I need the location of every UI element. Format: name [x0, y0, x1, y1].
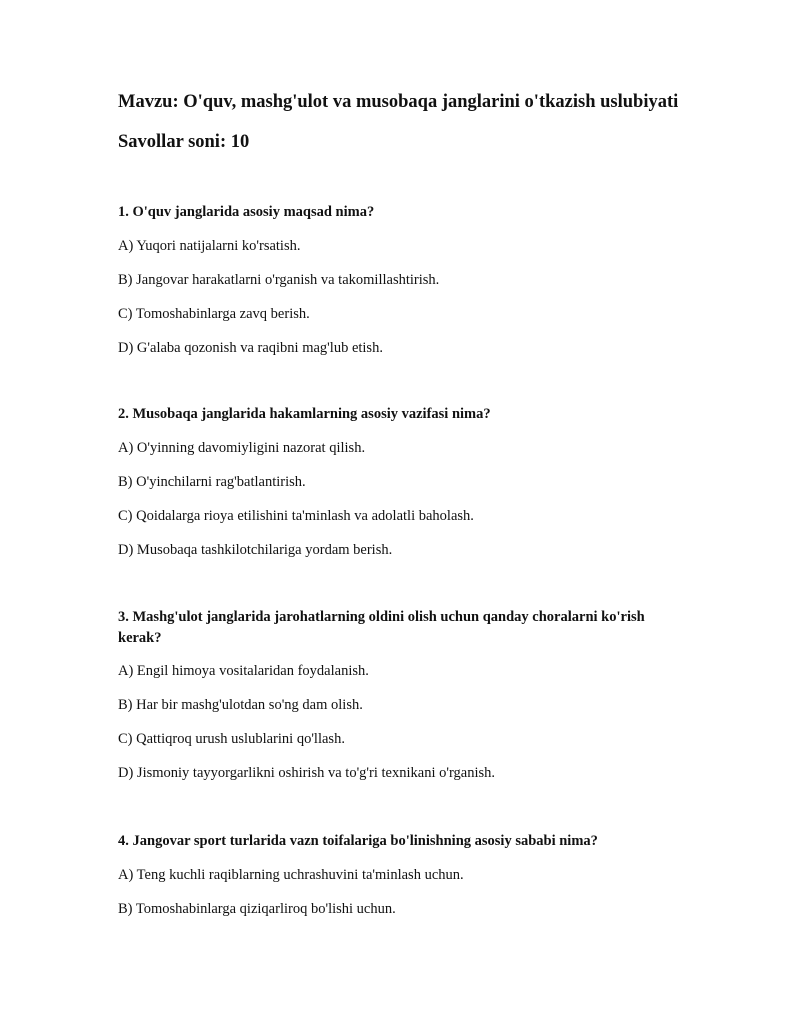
option-a: A) Teng kuchli raqiblarning uchrashuvini ta'minlash uchun.: [118, 867, 464, 883]
question-text: 4. Jangovar sport turlarida vazn toifalariga bo'linishning asosiy sababi nima?: [118, 833, 598, 849]
option-b: B) Tomoshabinlarga qiziqarliroq bo'lishi uchun.: [118, 901, 396, 917]
option-a: A) Engil himoya vositalaridan foydalanish.: [118, 663, 369, 679]
question-text: 3. Mashg'ulot janglarida jarohatlarning oldini olish uchun qanday choralarni ko'rish kerak?: [118, 609, 645, 646]
option-b: B) Jangovar harakatlarni o'rganish va takomillashtirish.: [118, 272, 440, 288]
question-1: [118, 202, 678, 356]
question-2: [118, 404, 678, 558]
document-topic: Mavzu: O'quv, mashg'ulot va musobaqa janglarini o'tkazish uslubiyati: [118, 92, 679, 112]
question-3: [118, 607, 678, 781]
option-b: B) O'yinchilarni rag'batlantirish.: [118, 474, 306, 490]
question-text: 2. Musobaqa janglarida hakamlarning asosiy vazifasi nima?: [118, 406, 491, 422]
option-d: D) G'alaba qozonish va raqibni mag'lub etish.: [118, 340, 383, 356]
option-c: C) Qoidalarga rioya etilishini ta'minlash va adolatli baholash.: [118, 508, 474, 524]
option-a: A) O'yinning davomiyligini nazorat qilish.: [118, 440, 366, 456]
question-text: 1. O'quv janglarida asosiy maqsad nima?: [118, 204, 375, 220]
option-b: B) Har bir mashg'ulotdan so'ng dam olish.: [118, 697, 363, 713]
option-d: D) Jismoniy tayyorgarlikni oshirish va to'g'ri texnikani o'rganish.: [118, 765, 496, 781]
option-d: D) Musobaqa tashkilotchilariga yordam berish.: [118, 542, 393, 558]
option-c: C) Qattiqroq urush uslublarini qo'llash.: [118, 731, 345, 747]
option-c: C) Tomoshabinlarga zavq berish.: [118, 306, 310, 322]
question-4: [118, 831, 678, 917]
option-a: A) Yuqori natijalarni ko'rsatish.: [118, 238, 301, 254]
question-count: Savollar soni: 10: [118, 132, 250, 152]
